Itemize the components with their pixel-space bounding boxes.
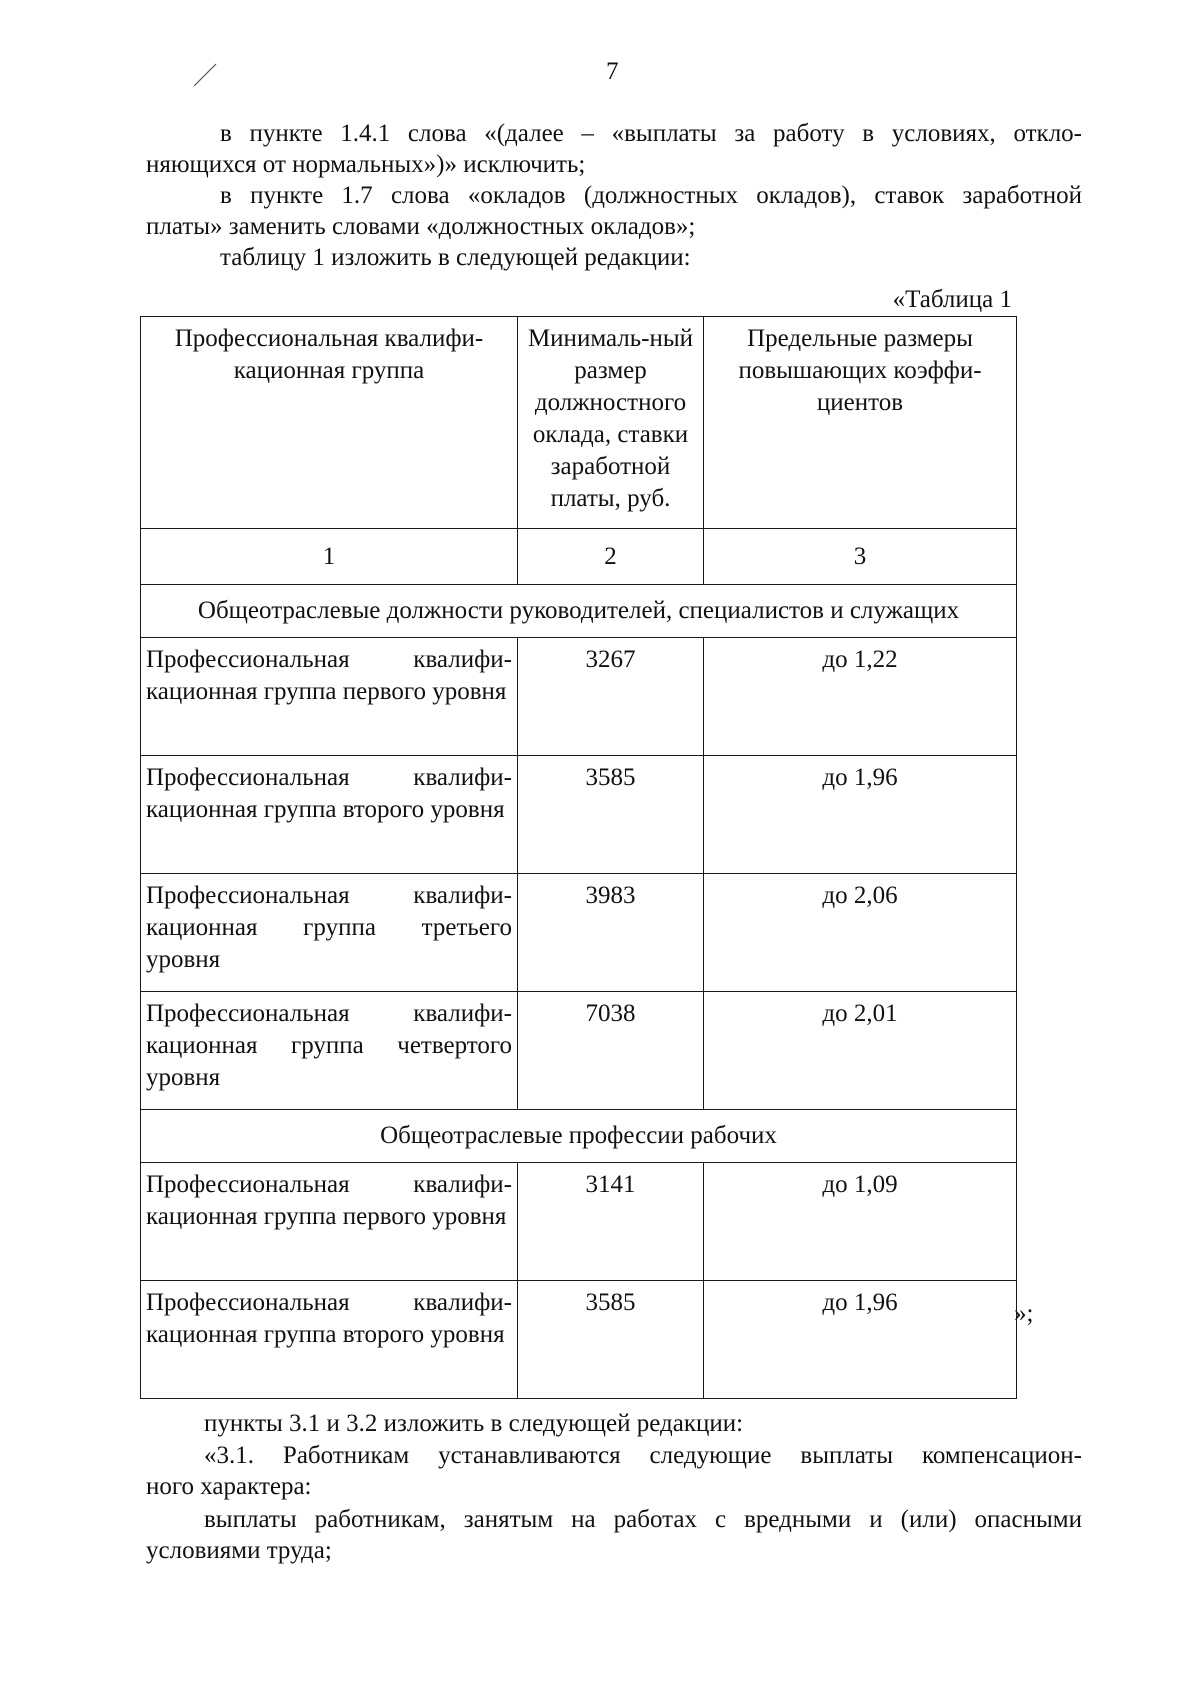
salary-table (140, 316, 1017, 1399)
section-header-row (141, 585, 1017, 638)
salary-cell: 3983 (518, 874, 704, 992)
salary-cell: 3585 (518, 756, 704, 874)
column-number: 2 (518, 529, 704, 585)
intro-paragraph-1: в пункте 1.4.1 слова «(далее – «выплаты за работу в условиях, откло- няющихся от нормальных»)» исключить; (146, 120, 1082, 178)
section-title: Общеотраслевые должности руководителей, специалистов и служащих (141, 585, 1017, 638)
table-caption: «Таблица 1 (892, 286, 1012, 313)
outro-paragraph-2: «3.1. Работникам устанавливаются следующие выплаты компенсацион- ного характера: (146, 1442, 1082, 1500)
coefficient-cell: до 2,06 (704, 874, 1017, 992)
coefficient-cell: до 2,01 (704, 992, 1017, 1110)
group-name-cell: Профессиональная квалифи-кационная группа первого уровня (141, 1163, 518, 1281)
coefficient-cell: до 1,96 (704, 756, 1017, 874)
coefficient-cell: до 1,96 (704, 1281, 1017, 1399)
salary-cell: 3267 (518, 638, 704, 756)
table-row (141, 992, 1017, 1110)
section-header-row (141, 1110, 1017, 1163)
table-row (141, 638, 1017, 756)
coefficient-cell: до 1,09 (704, 1163, 1017, 1281)
group-name-cell: Профессиональная квалифи-кационная группа второго уровня (141, 1281, 518, 1399)
table-header-row (141, 317, 1017, 529)
group-name-cell: Профессиональная квалифи-кационная группа четвертого уровня (141, 992, 518, 1110)
table-row (141, 1163, 1017, 1281)
header-group: Профессиональная квалифи-кационная группа (141, 317, 518, 529)
column-number: 1 (141, 529, 518, 585)
salary-cell: 3141 (518, 1163, 704, 1281)
outro-paragraph-1: пункты 3.1 и 3.2 изложить в следующей редакции: (204, 1410, 744, 1437)
column-number-row (141, 529, 1017, 585)
table-row (141, 1281, 1017, 1399)
table-row (141, 874, 1017, 992)
intro-paragraph-2: в пункте 1.7 слова «окладов (должностных окладов), ставок заработной платы» заменить словами «должностных окладов»; (146, 182, 1082, 240)
group-name-cell: Профессиональная квалифи-кационная группа второго уровня (141, 756, 518, 874)
pen-stroke-mark (190, 60, 220, 90)
salary-cell: 7038 (518, 992, 704, 1110)
header-salary: Минималь-ный размер должностного оклада, ставки заработной платы, руб. (518, 317, 704, 529)
page-number: 7 (606, 58, 619, 85)
group-name-cell: Профессиональная квалифи-кационная группа первого уровня (141, 638, 518, 756)
group-name-cell: Профессиональная квалифи-кационная группа третьего уровня (141, 874, 518, 992)
intro-paragraph-3: таблицу 1 изложить в следующей редакции: (220, 244, 691, 271)
coefficient-cell: до 1,22 (704, 638, 1017, 756)
table-row (141, 756, 1017, 874)
header-coefficient: Предельные размеры повышающих коэффи-циентов (704, 317, 1017, 529)
table-closing-mark: »; (1014, 1300, 1034, 1327)
column-number: 3 (704, 529, 1017, 585)
outro-paragraph-3: выплаты работникам, занятым на работах с вредными и (или) опасными условиями труда; (146, 1506, 1082, 1564)
section-title: Общеотраслевые профессии рабочих (141, 1110, 1017, 1163)
salary-cell: 3585 (518, 1281, 704, 1399)
